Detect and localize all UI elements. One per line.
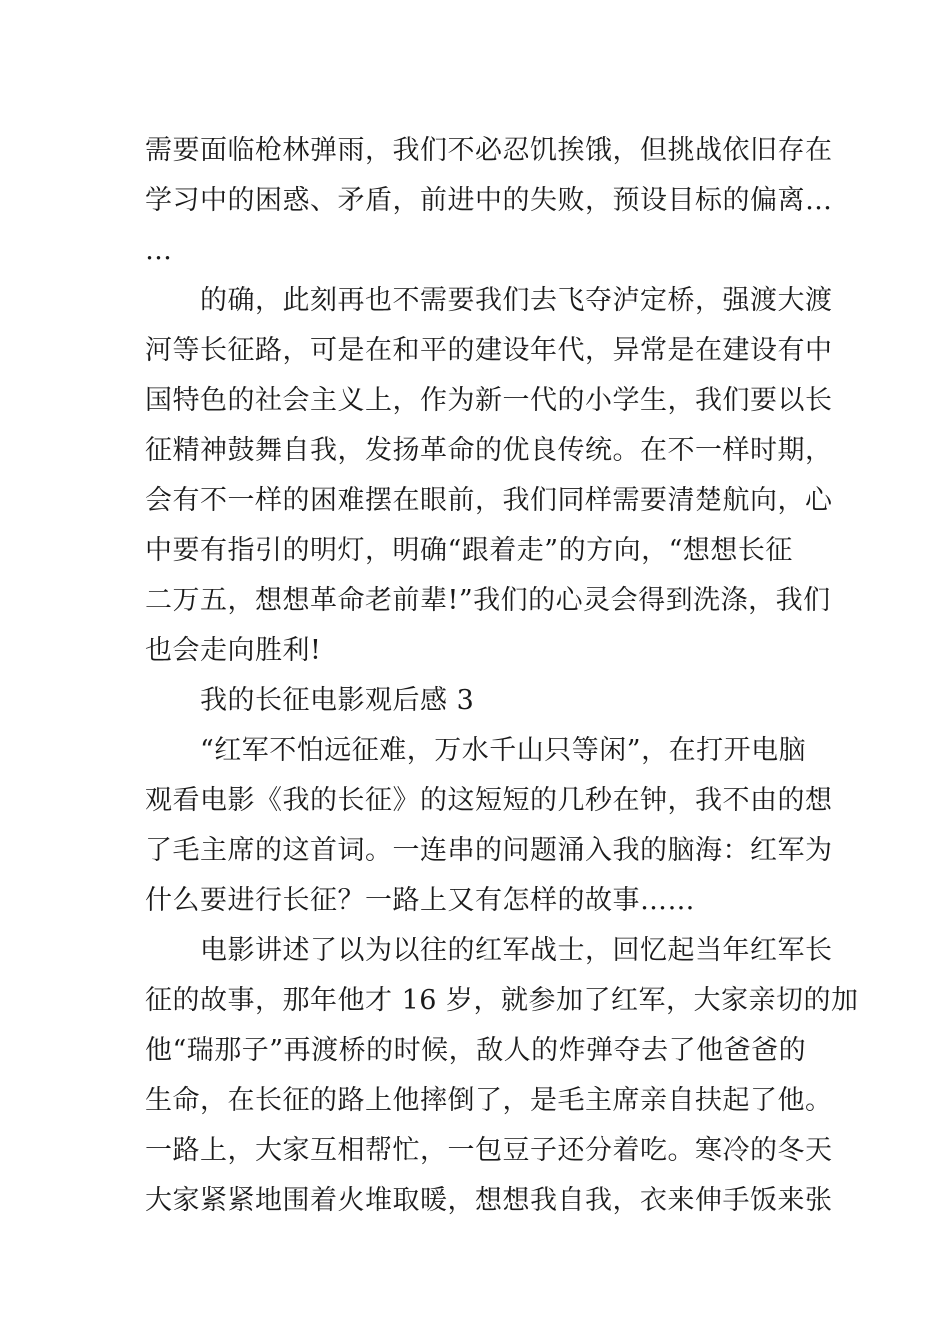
text-line: 了毛主席的这首词。一连串的问题涌入我的脑海：红军为 [145,835,833,866]
text-line: 中要有指引的明灯，明确“跟着走”的方向，“想想长征 [145,535,793,566]
text-line: … [145,235,173,266]
text-line: 河等长征路，可是在和平的建设年代，异常是在建设有中 [145,335,833,366]
section-heading: 我的长征电影观后感 3 [145,685,475,716]
text-line: 学习中的困惑、矛盾，前进中的失败，预设目标的偏离… [145,185,833,216]
text-line: “红军不怕远征难，万水千山只等闲”，在打开电脑 [145,735,807,766]
text-line: 他“瑞那子”再渡桥的时候，敌人的炸弹夺去了他爸爸的 [145,1035,807,1066]
text-line: 什么要进行长征？一路上又有怎样的故事…… [145,885,695,916]
text-line: 也会走向胜利! [145,635,322,666]
text-line: 征精神鼓舞自我，发扬革命的优良传统。在不一样时期， [145,435,833,466]
text-line: 征的故事，那年他才 16 岁，就参加了红军，大家亲切的加 [145,985,859,1016]
text-line: 一路上，大家互相帮忙，一包豆子还分着吃。寒冷的冬天 [145,1135,833,1166]
text-line: 观看电影《我的长征》的这短短的几秒在钟，我不由的想 [145,785,833,816]
text-line: 二万五，想想革命老前辈!”我们的心灵会得到洗涤，我们 [145,585,831,616]
text-line: 的确，此刻再也不需要我们去飞夺泸定桥，强渡大渡 [145,285,833,316]
text-line: 国特色的社会主义上，作为新一代的小学生，我们要以长 [145,385,833,416]
text-line: 需要面临枪林弹雨，我们不必忍饥挨饿，但挑战依旧存在 [145,135,833,166]
text-line: 会有不一样的困难摆在眼前，我们同样需要清楚航向，心 [145,485,833,516]
text-line: 大家紧紧地围着火堆取暖，想想我自我，衣来伸手饭来张 [145,1185,833,1216]
text-line: 电影讲述了以为以往的红军战士，回忆起当年红军长 [145,935,833,966]
text-line: 生命，在长征的路上他摔倒了，是毛主席亲自扶起了他。 [145,1085,833,1116]
